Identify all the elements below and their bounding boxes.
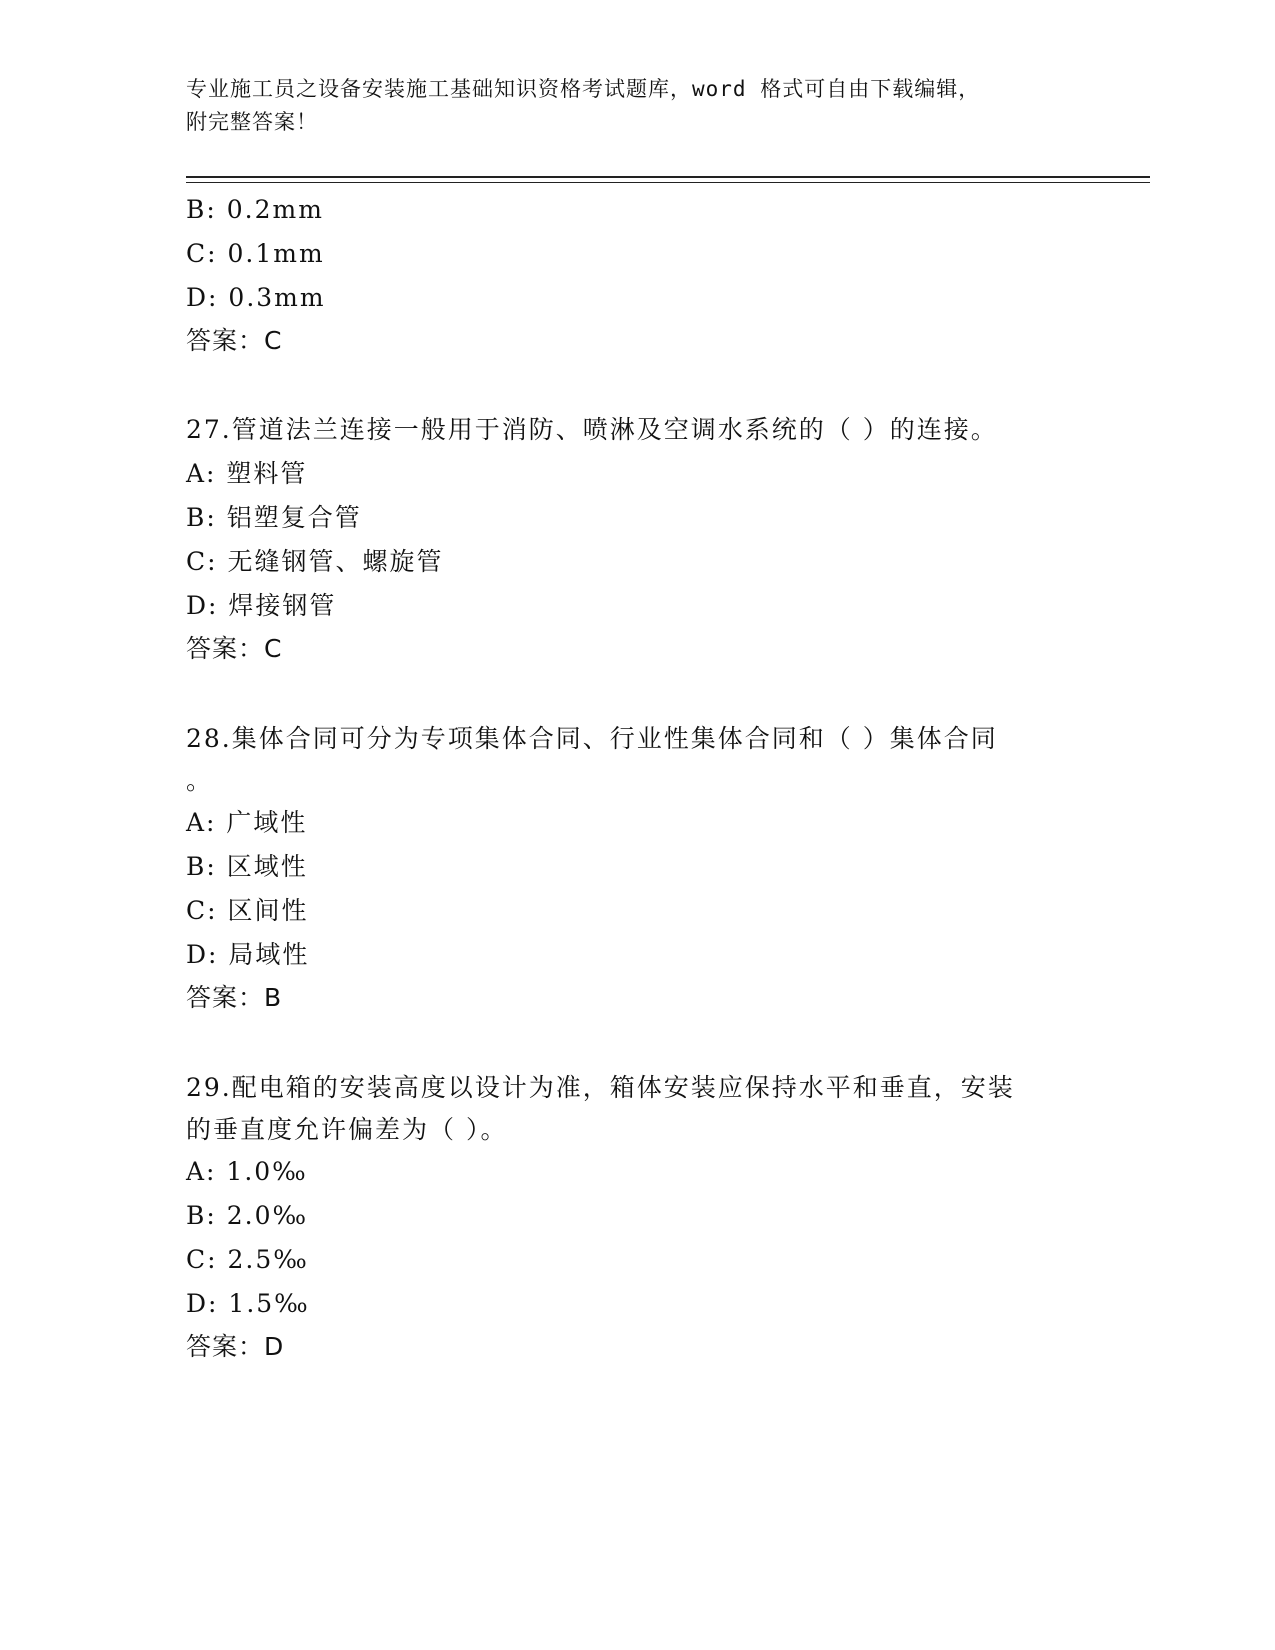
option-d: D: 1.5‰ xyxy=(186,1289,310,1318)
option-a: A: 1.0‰ xyxy=(186,1157,308,1186)
option-d: D: 0.3mm xyxy=(186,283,326,312)
question-28-stem-line-2: 。 xyxy=(186,766,214,795)
option-b: B: 铝塑复合管 xyxy=(186,503,362,532)
header-divider-thick xyxy=(186,176,1150,178)
option-a: A: 塑料管 xyxy=(186,459,308,488)
document-header xyxy=(186,73,1076,139)
answer-line: 答案：D xyxy=(186,1332,285,1361)
answer-line: 答案：C xyxy=(186,634,283,663)
question-29-stem-line-1: 29.配电箱的安装高度以设计为准，箱体安装应保持水平和垂直，安装 xyxy=(186,1073,1015,1102)
option-c: C: 2.5‰ xyxy=(186,1245,309,1274)
option-d: D: 焊接钢管 xyxy=(186,591,337,620)
question-28-stem-line-1: 28.集体合同可分为专项集体合同、行业性集体合同和（ ）集体合同 xyxy=(186,724,998,753)
option-b: B: 区域性 xyxy=(186,852,308,881)
answer-line: 答案：C xyxy=(186,326,283,355)
answer-line: 答案：B xyxy=(186,983,283,1012)
question-29-stem-line-2: 的垂直度允许偏差为（ ）。 xyxy=(186,1115,508,1144)
header-divider-thin xyxy=(186,182,1150,183)
option-d: D: 局域性 xyxy=(186,940,310,969)
option-c: C: 区间性 xyxy=(186,896,309,925)
option-b: B: 0.2mm xyxy=(186,195,324,224)
option-c: C: 无缝钢管、螺旋管 xyxy=(186,547,444,576)
header-title-line-2: 附完整答案！ xyxy=(186,110,318,134)
option-b: B: 2.0‰ xyxy=(186,1201,309,1230)
option-a: A: 广域性 xyxy=(186,808,308,837)
question-27-stem: 27.管道法兰连接一般用于消防、喷淋及空调水系统的（ ）的连接。 xyxy=(186,415,998,444)
header-title-line-1: 专业施工员之设备安装施工基础知识资格考试题库，word 格式可自由下载编辑， xyxy=(186,77,981,101)
option-c: C: 0.1mm xyxy=(186,239,325,268)
